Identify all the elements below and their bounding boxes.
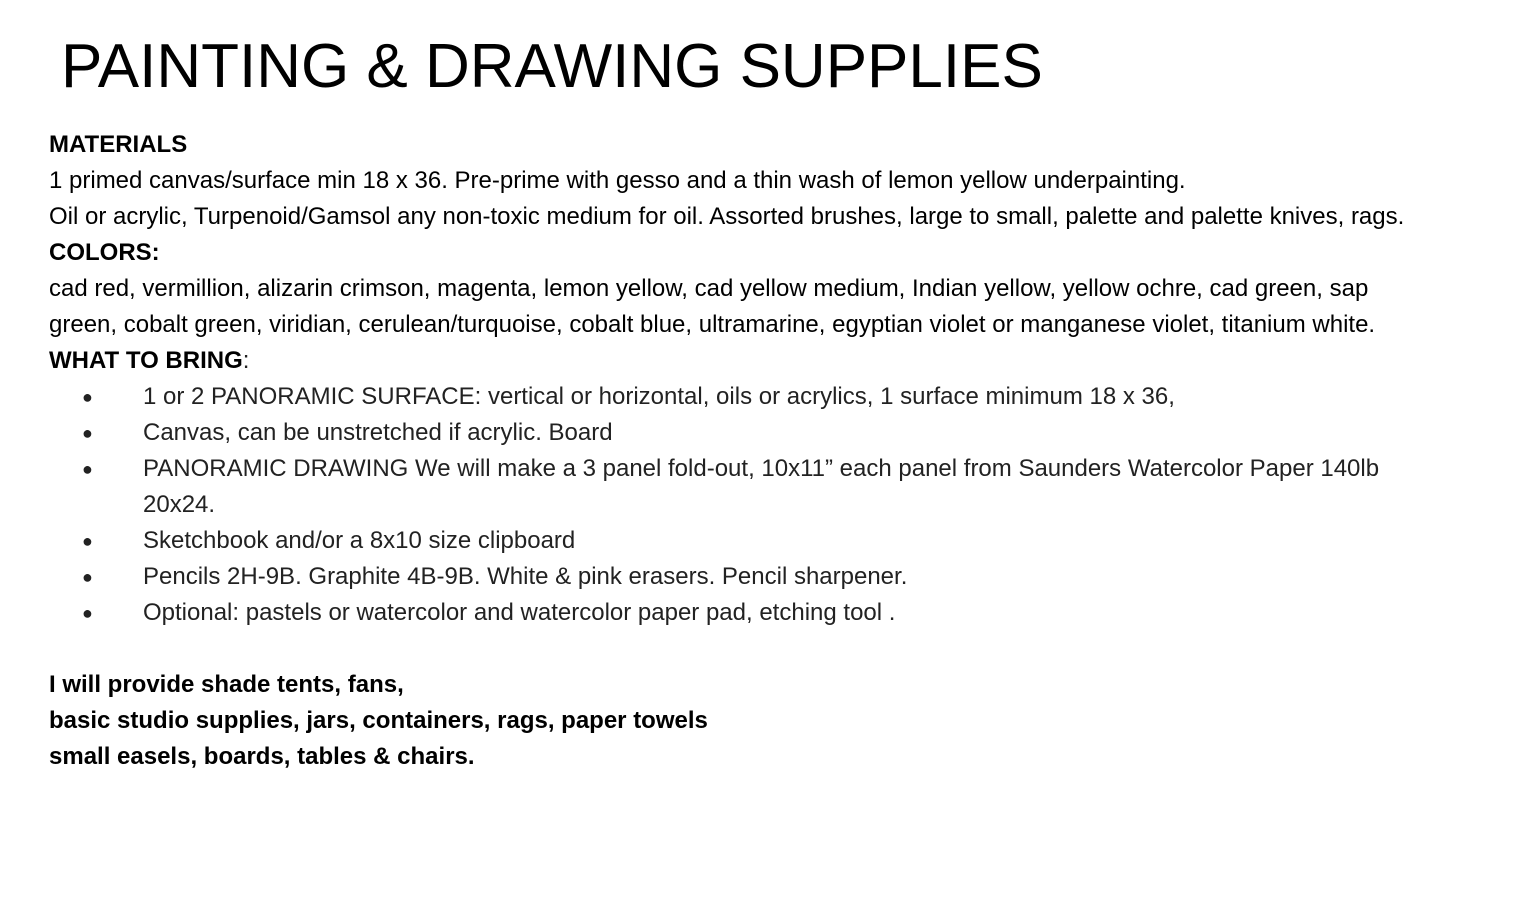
closing-line-supplies: basic studio supplies, jars, containers, rags, paper towels: [49, 707, 708, 734]
materials-heading: MATERIALS: [49, 131, 188, 158]
what-to-bring-colon: :: [242, 347, 250, 374]
bring-list: [49, 379, 1409, 631]
bullet-icon: ●: [82, 423, 93, 443]
bullet-icon: ●: [82, 603, 93, 623]
list-item: [49, 379, 1409, 415]
list-item-text: PANORAMIC DRAWING We will make a 3 panel fold-out, 10x11” each panel from Saunders Watercolor Paper 140lb 20x24.: [143, 455, 1380, 518]
list-item-text: 1 or 2 PANORAMIC SURFACE: vertical or horizontal, oils or acrylics, 1 surface minimum 18 x 36,: [143, 383, 1175, 410]
colors-heading: COLORS:: [49, 239, 160, 266]
list-item: [49, 451, 1409, 523]
bullet-icon: ●: [82, 567, 93, 587]
blank-line: [49, 631, 1409, 667]
document-body: [49, 127, 1409, 775]
list-item-text: Sketchbook and/or a 8x10 size clipboard: [143, 527, 576, 554]
what-to-bring-heading: WHAT TO BRING: [49, 347, 243, 374]
list-item: [49, 415, 1409, 451]
bullet-icon: ●: [82, 531, 93, 551]
list-item: [49, 559, 1409, 595]
list-item: [49, 523, 1409, 559]
list-item-text: Canvas, can be unstretched if acrylic. Board: [143, 419, 613, 446]
list-item: [49, 595, 1409, 631]
bullet-icon: ●: [82, 387, 93, 407]
materials-line-canvas: 1 primed canvas/surface min 18 x 36. Pre-prime with gesso and a thin wash of lemon yellow underpainting.: [49, 167, 1186, 194]
list-item-text: Pencils 2H-9B. Graphite 4B-9B. White & pink erasers. Pencil sharpener.: [143, 563, 908, 590]
colors-list: cad red, vermillion, alizarin crimson, magenta, lemon yellow, cad yellow medium, Indian yellow, yellow ochre, cad green, sap green, cobalt green, viridian, cerulean/turquoise, cobalt blue, ultramarine, egyptian violet or manganese violet, titanium white.: [49, 275, 1376, 338]
closing-line-easels: small easels, boards, tables & chairs.: [49, 743, 475, 770]
closing-note: [49, 667, 1409, 775]
closing-line-tents: I will provide shade tents, fans,: [49, 671, 404, 698]
page-title: PAINTING & DRAWING SUPPLIES: [61, 32, 1043, 101]
list-item-text: Optional: pastels or watercolor and watercolor paper pad, etching tool .: [143, 599, 896, 626]
bullet-icon: ●: [82, 459, 93, 479]
materials-line-medium: Oil or acrylic, Turpenoid/Gamsol any non-toxic medium for oil. Assorted brushes, large to small, palette and palette knives, rags.: [49, 203, 1405, 230]
what-to-bring-heading-line: [49, 343, 1409, 379]
